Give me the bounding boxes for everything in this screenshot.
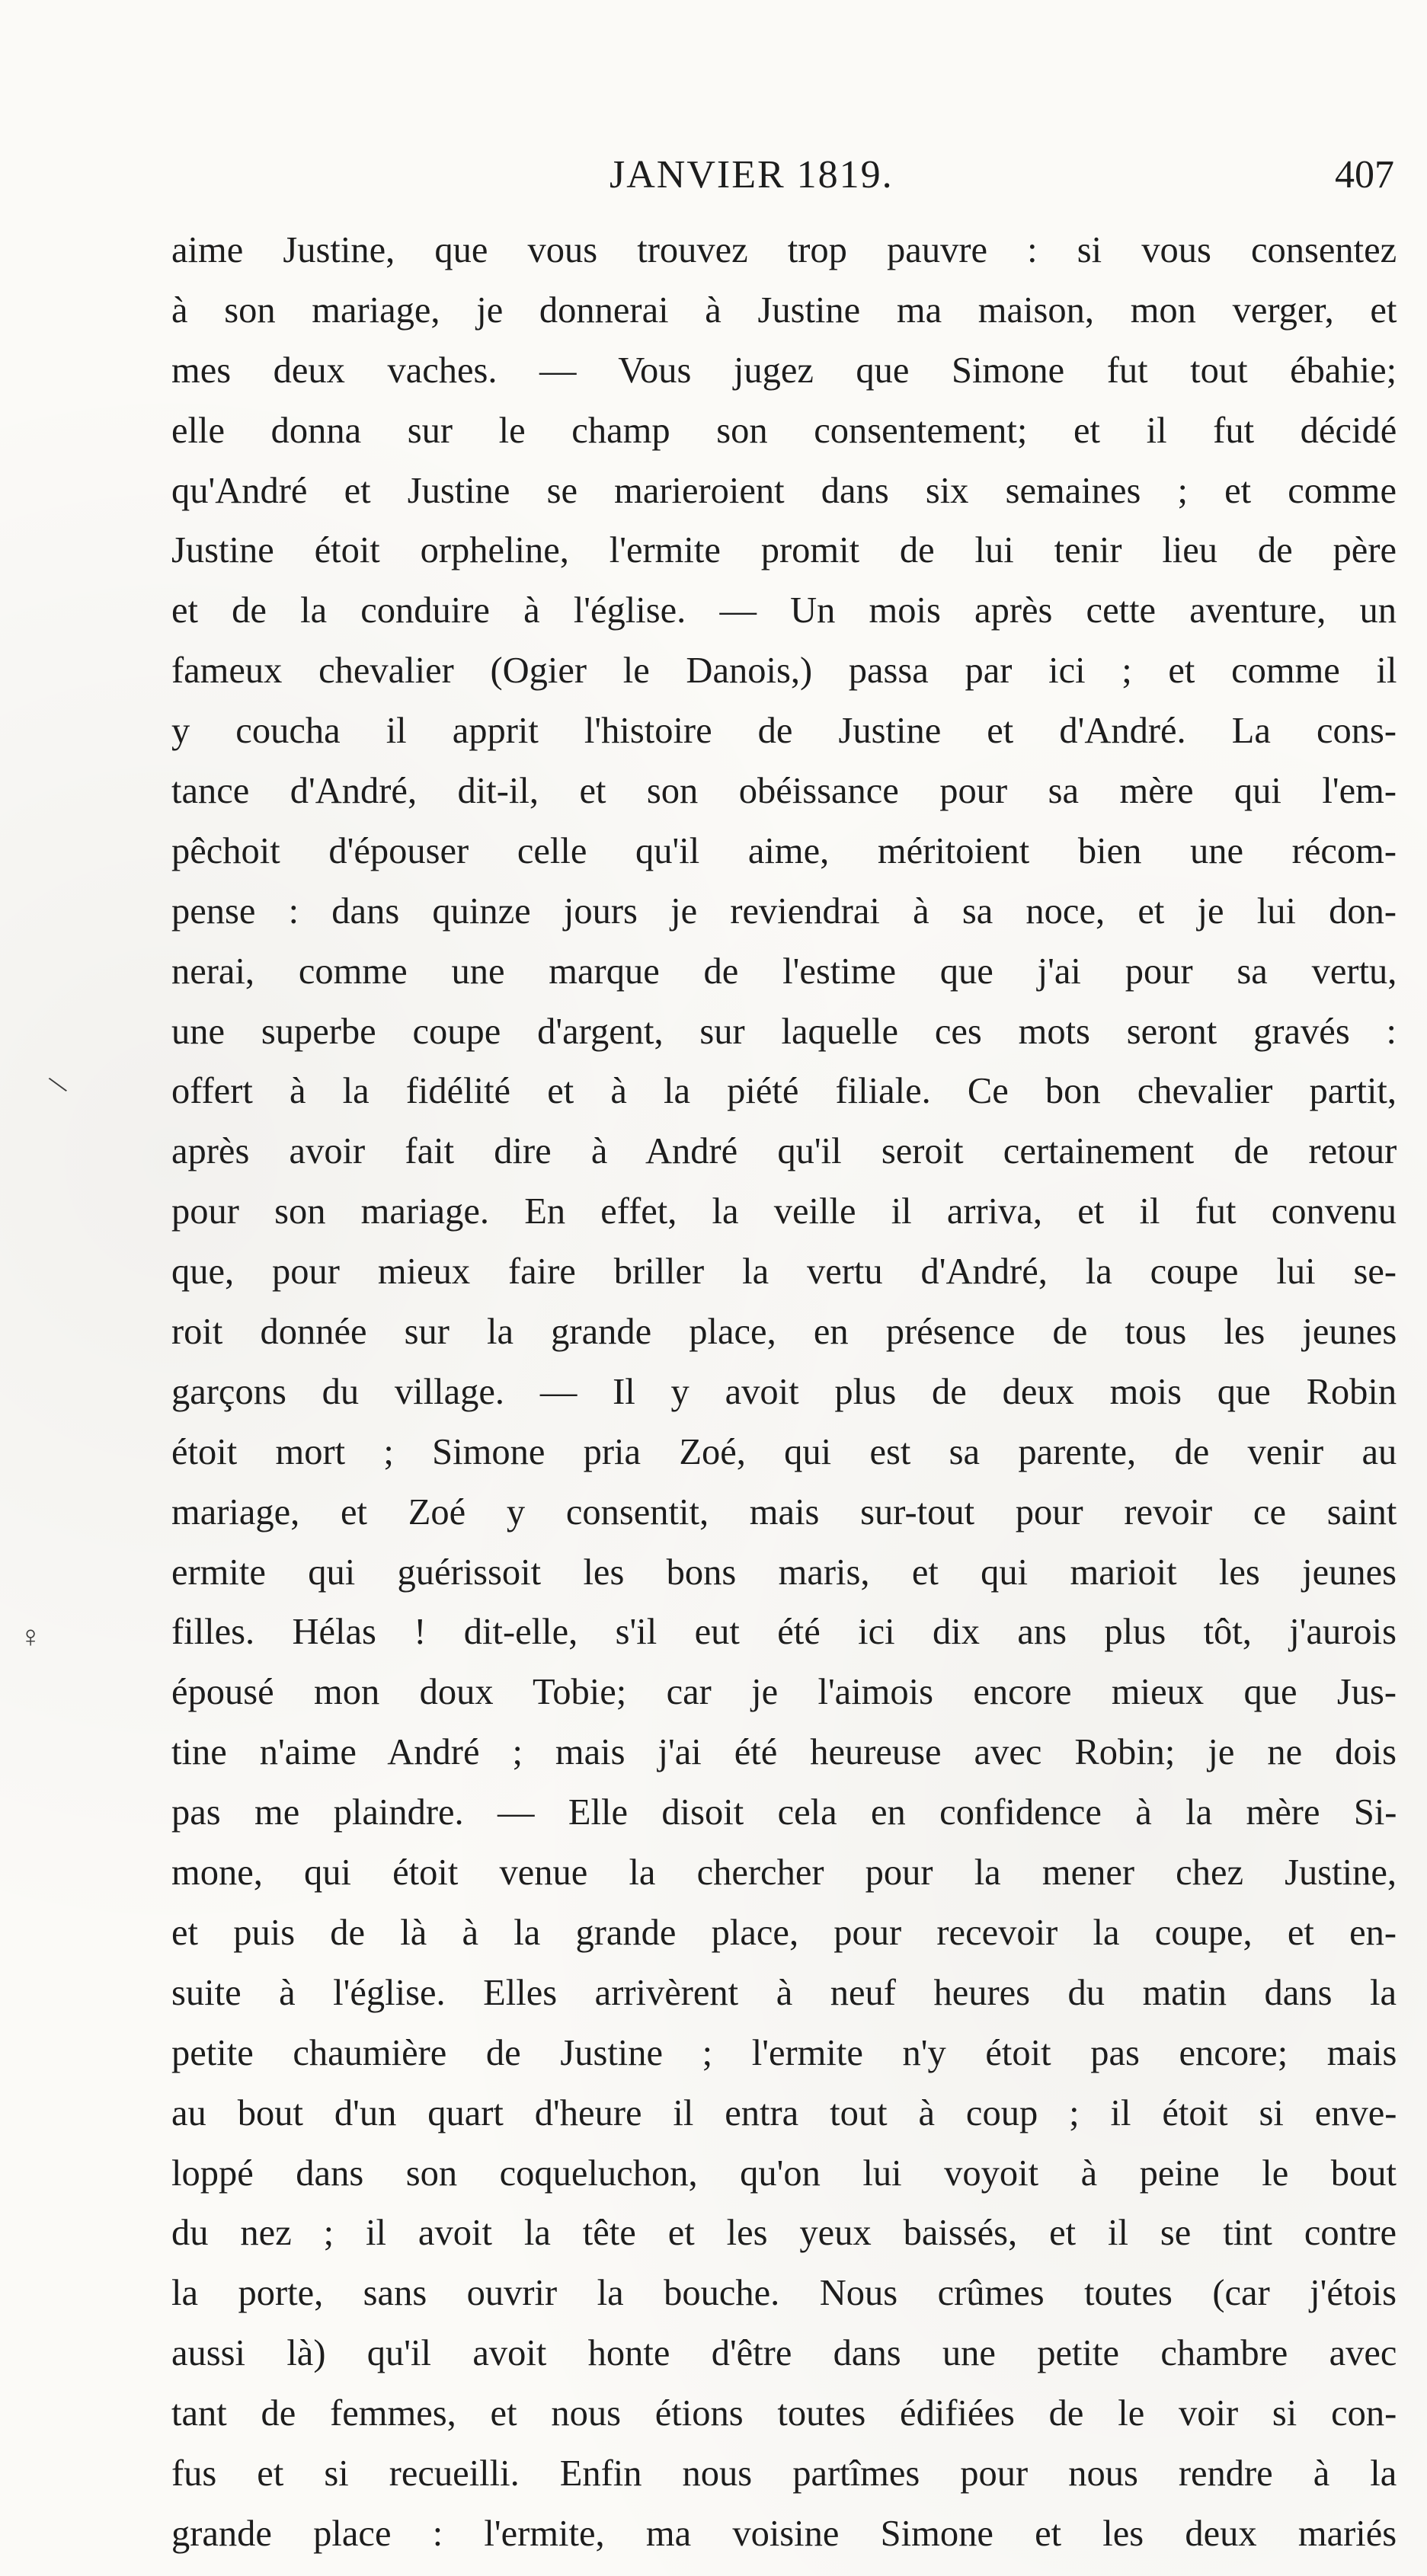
text-line-25: épousé mon doux Tobie; car je l'aimois encore mieux que Jus- <box>171 1672 1397 1713</box>
body-text <box>171 221 1397 2565</box>
text-line-35: la porte, sans ouvrir la bouche. Nous crûmes toutes (car j'étois <box>171 2273 1397 2314</box>
text-line-28: mone, qui étoit venue la chercher pour la mener chez Justine, <box>171 1852 1397 1894</box>
text-line-24: filles. Hélas ! dit-elle, s'il eut été ici dix ans plus tôt, j'aurois <box>171 1612 1397 1653</box>
stray-ink-mark: \ <box>44 1067 72 1101</box>
text-line-6: Justine étoit orpheline, l'ermite promit de lui tenir lieu de père <box>171 530 1397 571</box>
text-line-31: petite chaumière de Justine ; l'ermite n'y étoit pas encore; mais <box>171 2032 1397 2073</box>
page-header <box>175 152 1394 213</box>
text-line-12: pense : dans quinze jours je reviendrai à sa noce, et je lui don- <box>171 890 1397 932</box>
text-line-23: ermite qui guérissoit les bons maris, et qui marioit les jeunes <box>171 1552 1397 1593</box>
text-line-14: une superbe coupe d'argent, sur laquelle ces mots seront gravés : <box>171 1011 1397 1052</box>
text-line-39: grande place : l'ermite, ma voisine Simone et les deux mariés <box>171 2513 1397 2554</box>
text-line-3: mes deux vaches. — Vous jugez que Simone fut tout ébahie; <box>171 350 1397 391</box>
text-line-22: mariage, et Zoé y consentit, mais sur-tout pour revoir ce saint <box>171 1491 1397 1532</box>
text-line-30: suite à l'église. Elles arrivèrent à neuf heures du matin dans la <box>171 1972 1397 2013</box>
text-line-1: aime Justine, que vous trouvez trop pauvre : si vous consentez <box>171 230 1397 270</box>
text-line-13: nerai, comme une marque de l'estime que j'ai pour sa vertu, <box>171 951 1397 992</box>
text-line-19: roit donnée sur la grande place, en présence de tous les jeunes <box>171 1312 1397 1353</box>
text-line-17: pour son mariage. En effet, la veille il arriva, et il fut convenu <box>171 1191 1397 1232</box>
running-title: JANVIER 1819. <box>610 153 894 197</box>
text-line-16: après avoir fait dire à André qu'il seroit certainement de retour <box>171 1131 1397 1172</box>
text-line-21: étoit mort ; Simone pria Zoé, qui est sa parente, de venir au <box>171 1431 1397 1472</box>
stray-ink-mark: ♀ <box>19 1619 42 1654</box>
page-number: 407 <box>1335 153 1394 197</box>
text-line-5: qu'André et Justine se marieroient dans six semaines ; et comme <box>171 470 1397 511</box>
text-line-15: offert à la fidélité et à la piété filiale. Ce bon chevalier partit, <box>171 1071 1397 1112</box>
text-line-27: pas me plaindre. — Elle disoit cela en confidence à la mère Si- <box>171 1792 1397 1833</box>
text-line-11: pêchoit d'épouser celle qu'il aime, méritoient bien une récom- <box>171 830 1397 871</box>
text-line-2: à son mariage, je donnerai à Justine ma maison, mon verger, et <box>171 289 1397 331</box>
text-line-36: aussi là) qu'il avoit honte d'être dans une petite chambre avec <box>171 2333 1397 2374</box>
text-line-34: du nez ; il avoit la tête et les yeux baissés, et il se tint contre <box>171 2213 1397 2254</box>
text-line-32: au bout d'un quart d'heure il entra tout à coup ; il étoit si enve- <box>171 2092 1397 2133</box>
text-line-7: et de la conduire à l'église. — Un mois après cette aventure, un <box>171 590 1397 631</box>
text-line-37: tant de femmes, et nous étions toutes édifiées de le voir si con- <box>171 2393 1397 2434</box>
text-line-29: et puis de là à la grande place, pour recevoir la coupe, et en- <box>171 1912 1397 1953</box>
text-line-10: tance d'André, dit-il, et son obéissance pour sa mère qui l'em- <box>171 771 1397 812</box>
text-line-33: loppé dans son coqueluchon, qu'on lui voyoit à peine le bout <box>171 2153 1397 2194</box>
text-line-38: fus et si recueilli. Enfin nous partîmes pour nous rendre à la <box>171 2453 1397 2494</box>
text-line-26: tine n'aime André ; mais j'ai été heureuse avec Robin; je ne dois <box>171 1732 1397 1773</box>
text-line-8: fameux chevalier (Ogier le Danois,) passa par ici ; et comme il <box>171 650 1397 692</box>
text-line-18: que, pour mieux faire briller la vertu d'André, la coupe lui se- <box>171 1251 1397 1293</box>
text-line-4: elle donna sur le champ son consentement; et il fut décidé <box>171 410 1397 451</box>
text-line-9: y coucha il apprit l'histoire de Justine et d'André. La cons- <box>171 711 1397 752</box>
text-line-20: garçons du village. — Il y avoit plus de deux mois que Robin <box>171 1371 1397 1412</box>
